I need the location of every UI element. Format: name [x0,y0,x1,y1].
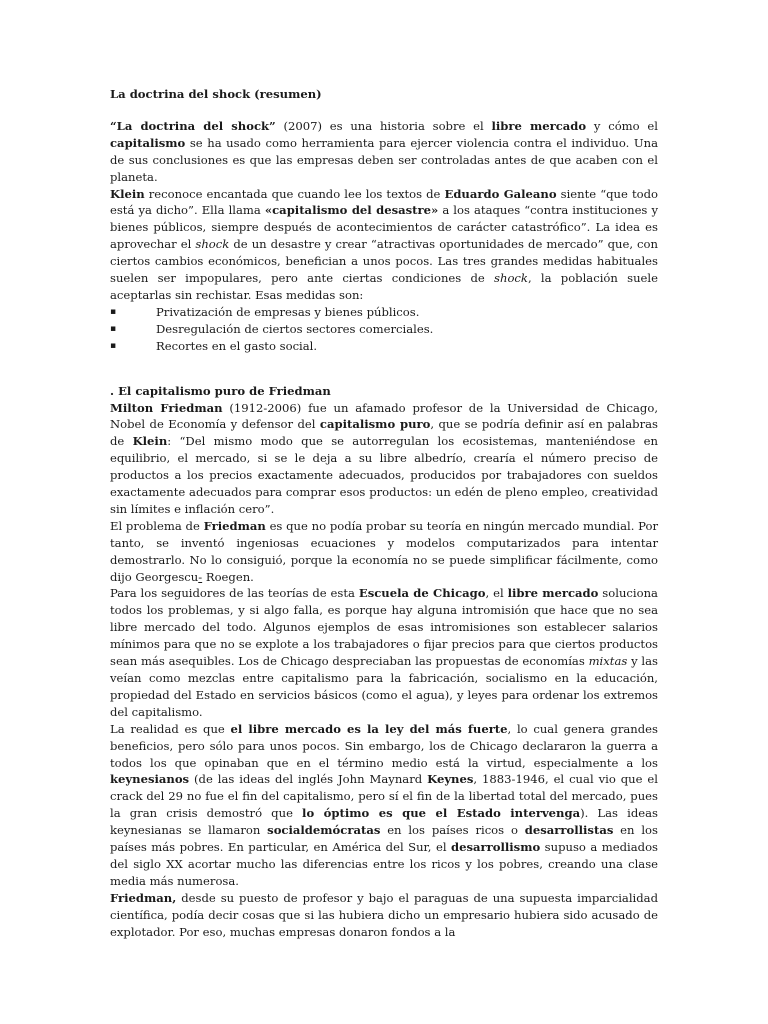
bold-text: Klein [110,186,145,201]
bold-text: capitalismo [110,135,186,150]
list-item-text: Privatización de empresas y bienes públicos. [156,304,420,319]
italic-text: mixtas [588,654,628,669]
text-run: ). Las ideas keynesianas se llamaron [110,806,658,838]
italic-text: shock [494,271,528,286]
text-run: , lo cual genera grandes beneficios, pero sólo para unos pocos. Sin embargo, los de Chicago declararon la guerra a todos los que opinaban que en el término medio está la virtud, especialmente a los [110,721,658,770]
text-run: : “Del mismo modo que se autorregulan los ecosistemas, manteniéndose en equilibrio, el mercado, si se le deja a su libre albedrío, crearía el número preciso de productos a los precios exactamente adecuados, producidos por trabajadores con sueldos exactamente adecuados para comprar esos productos: un edén de pleno empleo, creatividad sin límites e inflación cero”. [110,434,658,516]
bold-text: Keynes [427,772,474,787]
bullet-marker: ▪ [110,340,117,351]
text-run: , la población suele aceptarlas sin rechistar. Esas medidas son: [110,271,658,302]
bold-text: Milton Friedman [110,400,223,415]
list-item [110,321,658,338]
text-run: en los países más pobres. En particular, en América del Sur, el [110,823,658,855]
section-spacer [110,355,658,383]
bold-text: “La doctrina del shock” [110,118,276,133]
section-paragraph-2 [110,518,658,586]
text-run: (1912-2006) fue un afamado profesor de la Universidad de Chicago, Nobel de Economía y defensor del [110,400,659,432]
section-paragraph-5 [110,890,658,941]
text-run: , 1883-1946, el cual vio que el crack del 29 no fue el fin del capitalismo, pero sí el fin de la libertad total del mercado, pues la gran crisis demostró que [110,772,658,821]
text-run: en los países ricos o [380,823,525,838]
text-run: es que no podía probar su teoría en ningún mercado mundial. Por tanto, se inventó ingeniosas ecuaciones y modelos computarizados para intentar demostrarlo. No lo consiguió, porque la economía no se puede simplificar fácilmente, como dijo Georgescu [110,518,658,584]
bold-text: Friedman, [110,890,177,905]
bullet-marker: ▪ [110,306,117,317]
text-run: Para los seguidores de las teorías de esta [110,586,359,601]
bold-text: libre mercado [507,586,599,601]
text-run: El problema de [110,518,204,533]
text-run: y cómo el [586,118,658,133]
intro-paragraph-1 [110,118,658,186]
text-run: soluciona todos los problemas, y si algo falla, es porque hay alguna intromisión que hace que no sea libre mercado del todo. Algunos ejemplos de esas intromisiones son establecer salarios mínimos para que no se explote a los trabajadores o fijar precios para que ciertos productos sean más asequibles. Los de Chicago despreciaban las propuestas de economías [110,586,658,669]
list-item [110,304,658,321]
text-run: a los ataques “contra instituciones y bienes públicos, siempre después de acontecimientos de carácter catastrófico”. La idea es aprovechar el [110,203,658,252]
bold-text: el libre mercado es la ley del más fuerte [230,721,508,736]
bold-text: Escuela de Chicago [358,586,486,601]
text-run: reconoce encantada que cuando lee los textos de [144,186,445,201]
document-title: La doctrina del shock (resumen) [110,87,322,101]
bullet-marker: ▪ [110,323,117,334]
bold-text: desarrollistas [524,823,614,838]
intro-paragraph-2 [110,186,658,304]
text-run: - [198,569,203,584]
bold-text: Friedman [203,518,266,533]
text-run: , que se podría definir así en palabras de [110,417,658,449]
text-run: de un desastre y crear “atractivas oportunidades de mercado” que, con ciertos cambios económicos, benefician a unos pocos. Las tres grandes medidas habituales suelen ser impopulares, pero ante ciertas condiciones de [110,237,658,286]
bold-text: libre mercado [491,118,587,133]
text-run: siente “que todo está ya dicho”. Ella llama [110,186,658,218]
text-run: supuso a mediados del siglo XX acortar mucho las diferencias entre los ricos y los pobres, creando una clase media más numerosa. [110,840,659,888]
italic-text: shock [195,237,230,252]
section-heading-friedman: . El capitalismo puro de Friedman [110,383,331,398]
bold-text: lo óptimo es que el Estado intervenga [302,806,581,821]
text-run: , el [485,586,508,601]
bold-text: Klein [132,434,168,449]
list-item [110,338,658,355]
document-page [110,86,658,941]
text-run: (de las ideas del inglés John Maynard [189,772,428,787]
section-paragraph-3 [110,585,658,720]
bold-text: keynesianos [110,772,190,787]
list-item-text: Desregulación de ciertos sectores comerciales. [156,321,434,336]
bold-text: desarrollismo [451,840,541,855]
text-run: Roegen. [202,569,254,584]
measures-list [110,304,658,355]
text-run: (2007) es una historia sobre el [275,118,492,133]
text-run: La realidad es que [110,721,231,736]
bold-text: socialdemócratas [267,823,381,838]
text-run: desde su puesto de profesor y bajo el paraguas de una supuesta imparcialidad científica, podía decir cosas que si las hubiera dicho un empresario hubiera sido acusado de explotador. Por eso, muchas empresas donaron fondos a la [110,890,658,939]
section-paragraph-4 [110,721,658,890]
bold-text: Eduardo Galeano [444,186,557,201]
bold-text: «capitalismo del desastre» [264,203,439,218]
list-item-text: Recortes en el gasto social. [156,338,318,353]
section-paragraph-1 [110,400,658,518]
text-run: y las veían como mezclas entre capitalismo para la fabricación, socialismo en la educación, propiedad del Estado en servicios básicos (como el agua), y leyes para ordenar los extremos del capitalismo. [110,654,658,719]
bold-text: capitalismo puro [319,417,431,432]
text-run: se ha usado como herramienta para ejercer violencia contra el individuo. Una de sus conclusiones es que las empresas deben ser controladas antes de que acaben con el planeta. [110,135,658,184]
